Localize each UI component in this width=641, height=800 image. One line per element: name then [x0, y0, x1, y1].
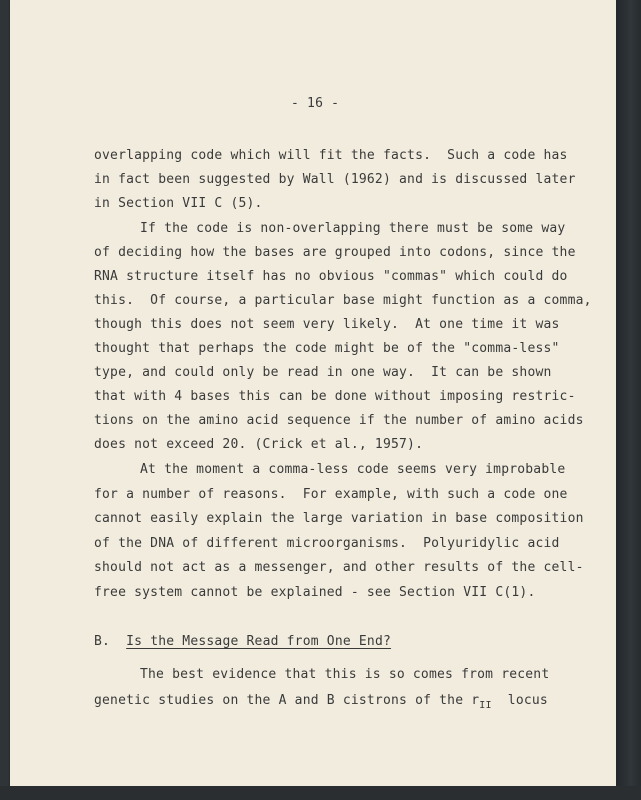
text-line: of the DNA of different microorganisms. Polyuridylic acid [94, 536, 560, 551]
text-segment: genetic studies on the A and B cistrons of the r [94, 693, 480, 708]
text-line: At the moment a comma-less code seems very improbable [140, 462, 566, 477]
text-line: in Section VII C (5). [94, 196, 263, 211]
section-letter: B. [94, 634, 111, 649]
text-line: in fact been suggested by Wall (1962) and is discussed later [94, 172, 576, 187]
text-line: thought that perhaps the code might be of the "comma-less" [94, 341, 560, 356]
text-line: that with 4 bases this can be done without imposing restric- [94, 389, 576, 404]
scan-edge [616, 0, 641, 800]
text-line: this. Of course, a particular base might function as a comma, [94, 293, 592, 308]
text-line: type, and could only be read in one way. It can be shown [94, 365, 552, 380]
text-line: cannot easily explain the large variation in base composition [94, 511, 584, 526]
scan-bottom-edge [0, 786, 641, 800]
paper-page [10, 0, 616, 786]
text-line: tions on the amino acid sequence if the number of amino acids [94, 413, 584, 428]
text-line: overlapping code which will fit the facts. Such a code has [94, 148, 568, 163]
text-line: though this does not seem very likely. At one time it was [94, 317, 560, 332]
page-number: - 16 - [291, 96, 340, 111]
text-line: RNA structure itself has no obvious "commas" which could do [94, 269, 568, 284]
section-heading [94, 634, 391, 650]
text-line: free system cannot be explained - see Section VII C(1). [94, 585, 536, 600]
section-title: Is the Message Read from One End? [126, 634, 392, 649]
text-line: of deciding how the bases are grouped into codons, since the [94, 245, 576, 260]
subscript: II [479, 700, 492, 711]
text-line: The best evidence that this is so comes from recent [140, 667, 550, 682]
text-line: does not exceed 20. (Crick et al., 1957). [94, 437, 424, 452]
text-line [94, 693, 548, 710]
text-line: If the code is non-overlapping there must be some way [140, 221, 566, 236]
text-line: should not act as a messenger, and other results of the cell- [94, 560, 584, 575]
text-segment: locus [491, 693, 548, 708]
text-line: for a number of reasons. For example, with such a code one [94, 487, 568, 502]
